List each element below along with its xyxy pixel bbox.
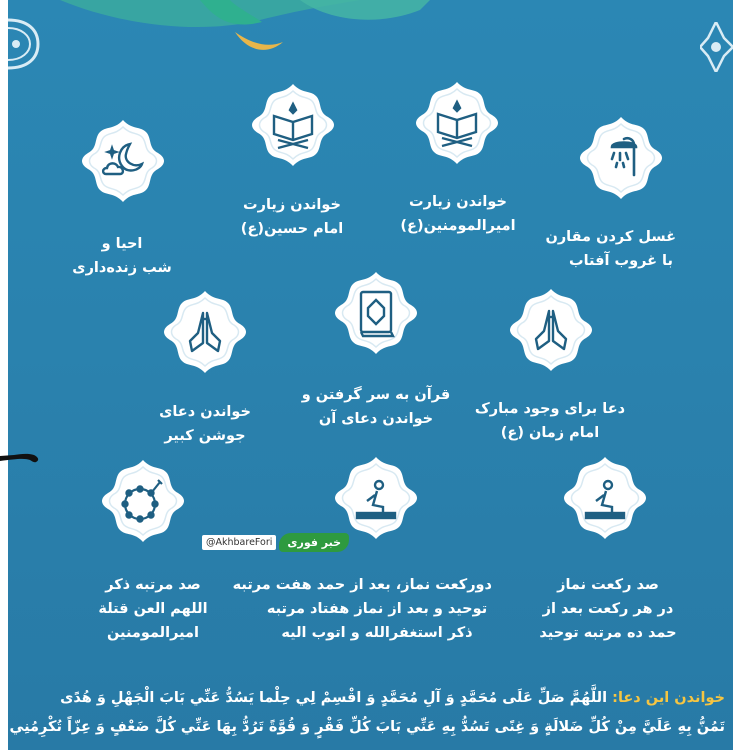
caption-line: امام زمان (ع): [500, 425, 600, 441]
prayer-line-2: تَمُنُّ بِهِ عَلَيَّ مِنْ كُلِّ ضَلالَةٍ وَ غِنًى تَسُدُّ بِهِ عَنِّي بَابَ كُلِّ فَقْرٍ وَ قُوَّةً تَرُدُّ بِهَا عَنِّي كُلَّ ضَعْفٍ وَ عِزّاً تُكْرِمُنِي: [9, 719, 725, 735]
caption-2: [398, 190, 518, 238]
caption-line: دعا برای وجود مبارک: [474, 401, 626, 417]
caption-6: [296, 383, 456, 431]
caption-line: خواندن دعای: [159, 404, 251, 420]
left-margin: [0, 0, 8, 750]
caption-line: جوشن کبیر: [164, 428, 246, 444]
praying-hands-icon: [508, 287, 594, 373]
praying-hands-icon: [162, 289, 248, 375]
prayer-beads-icon: [100, 458, 186, 544]
caption-line: امام حسین(ع): [240, 221, 344, 237]
caption-5: [470, 397, 630, 445]
caption-line: صد مرتبه ذکر: [105, 577, 201, 593]
shower-icon: [578, 115, 664, 201]
caption-4: [62, 232, 182, 280]
left-ornament: [8, 0, 54, 88]
prayer-label: خواندن این دعا:: [612, 690, 725, 706]
caption-line: امیرالمومنین: [107, 625, 199, 641]
caption-line: حمد ده مرتبه توحید: [539, 625, 677, 641]
caption-line: با غروب آفتاب: [569, 253, 673, 269]
decorative-banner: [0, 0, 733, 60]
brush-mark: [0, 452, 42, 464]
right-ornament: [700, 22, 733, 72]
prayer-line-1: [10, 684, 725, 713]
caption-line: شب زنده‌داری: [72, 260, 172, 276]
caption-line: صد رکعت نماز: [557, 577, 659, 593]
moon-cloud-icon: [80, 118, 166, 204]
quran-book-icon: [333, 270, 419, 356]
quran-stand-icon: [250, 82, 336, 168]
caption-line: دورکعت نماز، بعد از حمد هفت مرتبه: [232, 577, 492, 593]
prayer-text: [10, 684, 725, 742]
quran-stand-icon: [414, 80, 500, 166]
watermark-logo: خبر فوری: [279, 533, 349, 552]
watermark-handle: @AkhbareFori: [202, 535, 276, 550]
caption-7: [140, 400, 270, 448]
caption-9: [232, 573, 492, 645]
caption-line: در هر رکعت بعد از: [542, 601, 674, 617]
caption-3: [232, 193, 352, 241]
caption-line: غسل کردن مقارن: [545, 229, 676, 245]
caption-10: [88, 573, 218, 645]
prayer-line-1-text: اللَّهُمَّ صَلِّ عَلَى مُحَمَّدٍ وَ آلِ مُحَمَّدٍ وَ اقْسِمْ لِي حِلْما يَسُدُّ عَنِّي بَابَ الْجَهْلِ وَ هُدًى: [60, 690, 608, 706]
caption-line: خواندن زیارت: [243, 197, 341, 213]
caption-line: امیرالمومنین(ع): [400, 218, 516, 234]
watermark: [202, 528, 349, 556]
caption-line: ذکر استغفرالله و اتوب الیه: [281, 625, 473, 641]
caption-line: خواندن زیارت: [409, 194, 507, 210]
caption-line: قرآن به سر گرفتن و: [301, 387, 451, 403]
caption-8: [528, 573, 688, 645]
caption-line: خواندن دعای آن: [318, 411, 434, 427]
praying-person-icon: [562, 455, 648, 541]
caption-line: اللهم العن قتلة: [98, 601, 208, 617]
caption-line: احیا و: [101, 236, 143, 252]
caption-line: توحید و بعد از نماز هفتاد مرتبه: [266, 601, 488, 617]
caption-1: [545, 225, 676, 273]
